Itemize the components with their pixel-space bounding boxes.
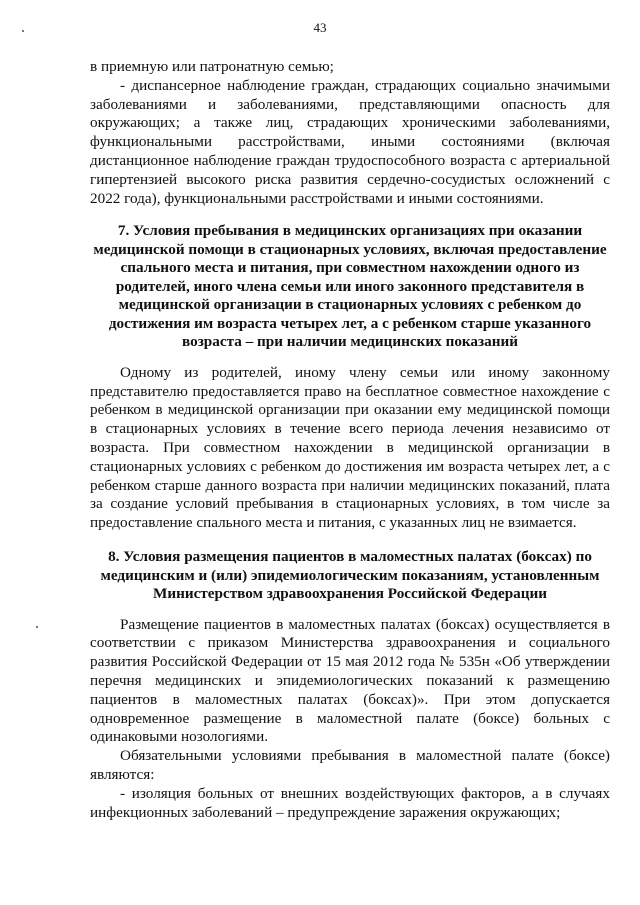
page-number: 43 (313, 20, 327, 35)
document-body (90, 58, 610, 822)
section-8-heading: 8. Условия размещения пациентов в маломестных палатах (боксах) по медицинским и (или) эпидемиологическим показаниям, установленным Министерством здравоохранения Российской Федерации (100, 548, 600, 603)
section-7-heading: 7. Условия пребывания в медицинских организациях при оказании медицинской помощи в стационарных условиях, включая предоставление спального места и питания, при совместном нахождении одного из родителей, иного члена семьи или иного законного представителя в медицинской организации в стационарных условиях с ребенком до достижения им возраста четырех лет, а с ребенком старше указанного возраста – при наличии медицинских показаний (93, 222, 607, 351)
scan-speck (36, 626, 38, 628)
paragraph-mandatory-conditions: Обязательными условиями пребывания в маломестной палате (боксе) являются: (90, 747, 610, 783)
paragraph-isolation: - изоляция больных от внешних воздействующих факторов, а в случаях инфекционных заболеваний – предупреждение заражения окружающих; (90, 784, 610, 821)
paragraph-small-wards: Размещение пациентов в маломестных палатах (боксах) осуществляется в соответствии с приказом Министерства здравоохранения и социального развития Российской Федерации от 15 мая 2012 года № 535н «Об утверждении перечня медицинских и эпидемиологических показаний к размещению пациентов в маломестных палатах (боксах)». При этом допускается одновременное размещение в маломестной палате (боксе) больных с одинаковыми нозологиями. (90, 615, 610, 746)
paragraph-continuation: в приемную или патронатную семью; (90, 58, 334, 75)
paragraph-dispensary-observation: - диспансерное наблюдение граждан, страдающих социально значимыми заболеваниями и заболеваниями, представляющими опасность для окружающих; а также лиц, страдающих хроническими заболеваниями, функциональными расстройствами, иными состояниями (включая дистанционное наблюдение граждан трудоспособного возраста с артериальной гипертензией высокого риска развития сердечно-сосудистых осложнений с 2022 года), функциональными расстройствами и иными состояниями. (90, 76, 610, 207)
paragraph-joint-stay: Одному из родителей, иному члену семьи или иному законному представителю предоставляется право на бесплатное совместное нахождение с ребенком в медицинской организации при оказании ему медицинской помощи в стационарных условиях в течение всего периода лечения независимо от возраста. При совместном нахождении в медицинской организации в стационарных условиях с ребенком до достижения им возраста четырех лет, а с ребенком старше данного возраста при наличии медицинских показаний, плата за создание условий пребывания в стационарных условиях, в том числе за предоставление спального места и питания, с указанных лиц не взимается. (90, 363, 610, 532)
